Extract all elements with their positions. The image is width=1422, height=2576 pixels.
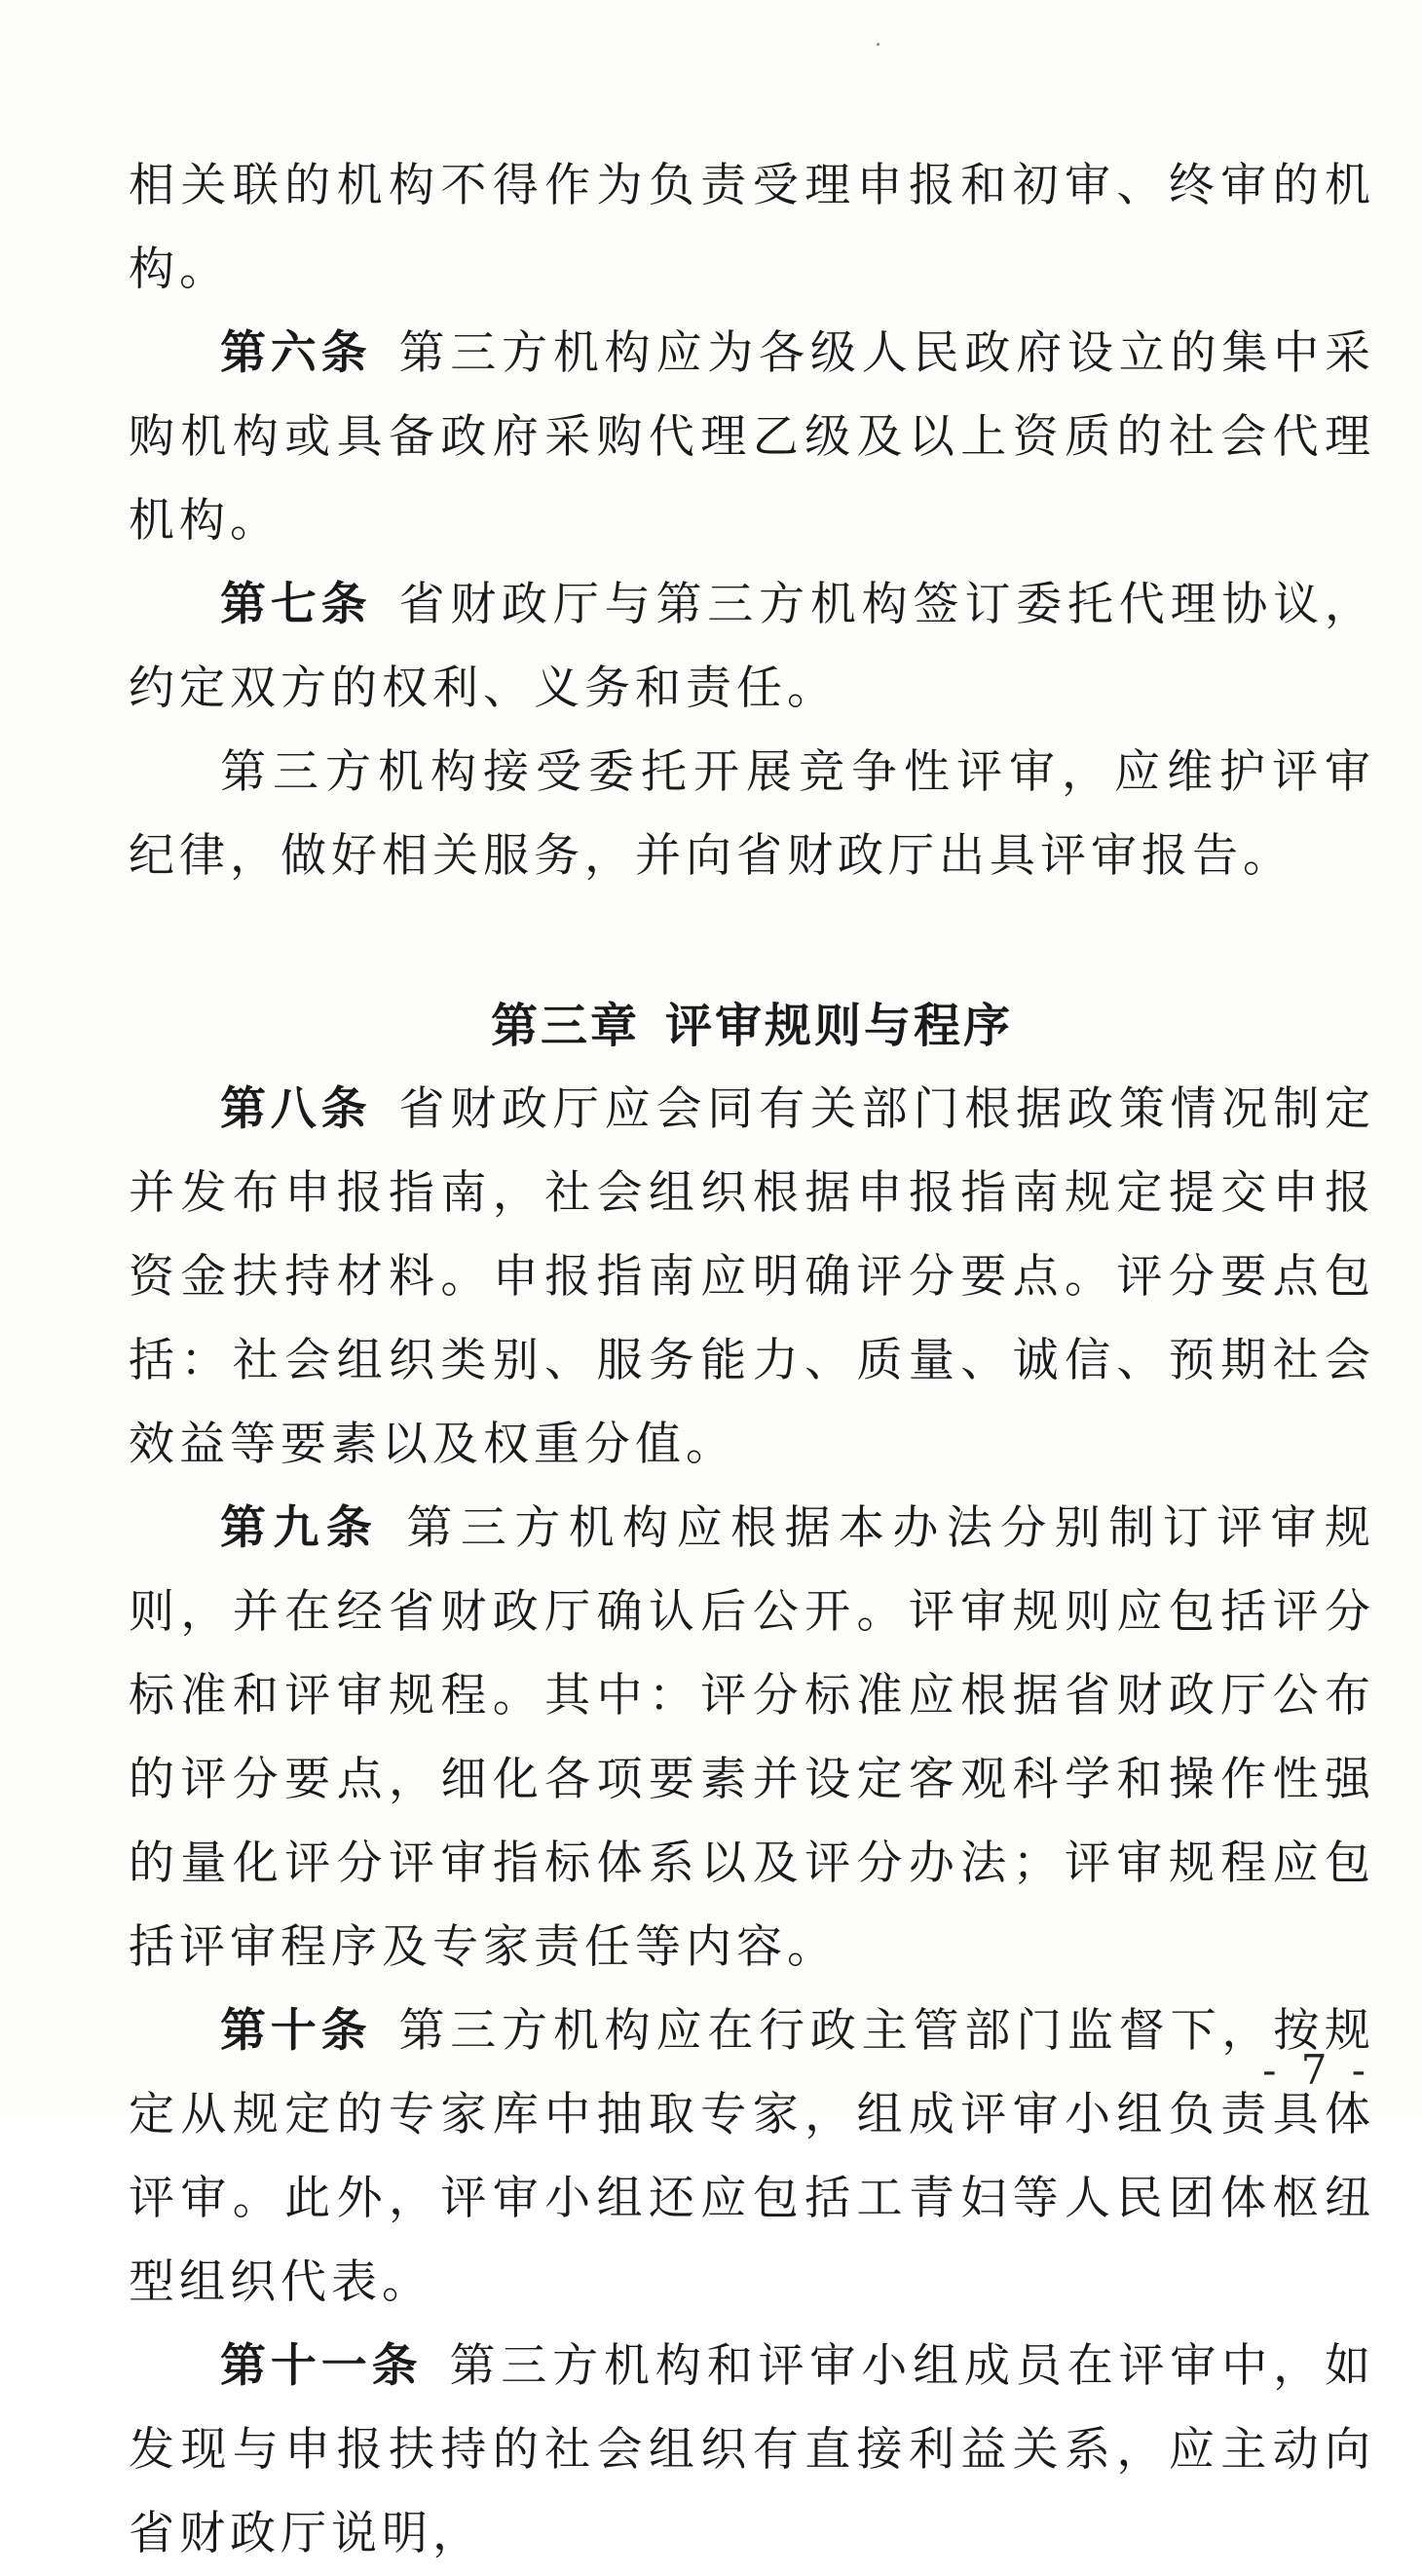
chapter-number: 第三章 (490, 999, 640, 1053)
article-text: 省财政厅与第三方机构签订委托代理协议，约定双方的权利、义务和责任。 (129, 578, 1376, 715)
article-text: 省财政厅应会同有关部门根据政策情况制定并发布申报指南，社会组织根据申报指南规定提交申报资金扶持材料。申报指南应明确评分要点。评分要点包括：社会组织类别、服务能力、质量、诚信、预期社会效益等要素以及权重分值。 (129, 1082, 1376, 1471)
article-7 (129, 563, 1375, 731)
article-label: 第八条 (220, 1082, 372, 1136)
article-label: 第十一条 (220, 2339, 423, 2393)
article-label: 第七条 (220, 578, 372, 631)
page-number: - 7 - (1262, 2046, 1371, 2094)
paragraph-text: 相关联的机构不得作为负责受理申报和初审、终审的机构。 (129, 159, 1375, 296)
article-label: 第十条 (220, 2004, 372, 2058)
article-7-paragraph-2 (129, 731, 1375, 898)
article-8 (129, 1068, 1375, 1487)
article-9 (129, 1487, 1375, 1989)
article-label: 第六条 (220, 326, 372, 380)
paragraph-text: 第三方机构接受委托开展竞争性评审，应维护评审纪律，做好相关服务，并向省财政厅出具评审报告。 (129, 745, 1375, 883)
article-label: 第九条 (220, 1501, 380, 1555)
article-11 (129, 2325, 1375, 2576)
paragraph-continuation (129, 144, 1375, 312)
article-text: 第三方机构应为各级人民政府设立的集中采购机构或具备政府采购代理乙级及以上资质的社会代理机构。 (129, 326, 1376, 548)
article-text: 第三方机构应在行政主管部门监督下，按规定从规定的专家库中抽取专家，组成评审小组负责具体评审。此外，评审小组还应包括工青妇等人民团体枢纽型组织代表。 (129, 2004, 1376, 2309)
chapter-heading (129, 984, 1375, 1068)
article-text: 第三方机构和评审小组成员在评审中，如发现与申报扶持的社会组织有直接利益关系，应主动向省财政厅说明， (129, 2339, 1376, 2560)
scan-speck (877, 43, 879, 46)
article-10 (129, 1989, 1375, 2325)
article-text: 第三方机构应根据本办法分别制订评审规则，并在经省财政厅确认后公开。评审规则应包括评分标准和评审规程。其中：评分标准应根据省财政厅公布的评分要点，细化各项要素并设定客观科学和操作性强的量化评分评审指标体系以及评分办法；评审规程应包括评审程序及专家责任等内容。 (129, 1501, 1376, 1974)
document-body (129, 144, 1375, 2576)
chapter-title: 评审规则与程序 (665, 999, 1014, 1053)
article-6 (129, 312, 1375, 563)
